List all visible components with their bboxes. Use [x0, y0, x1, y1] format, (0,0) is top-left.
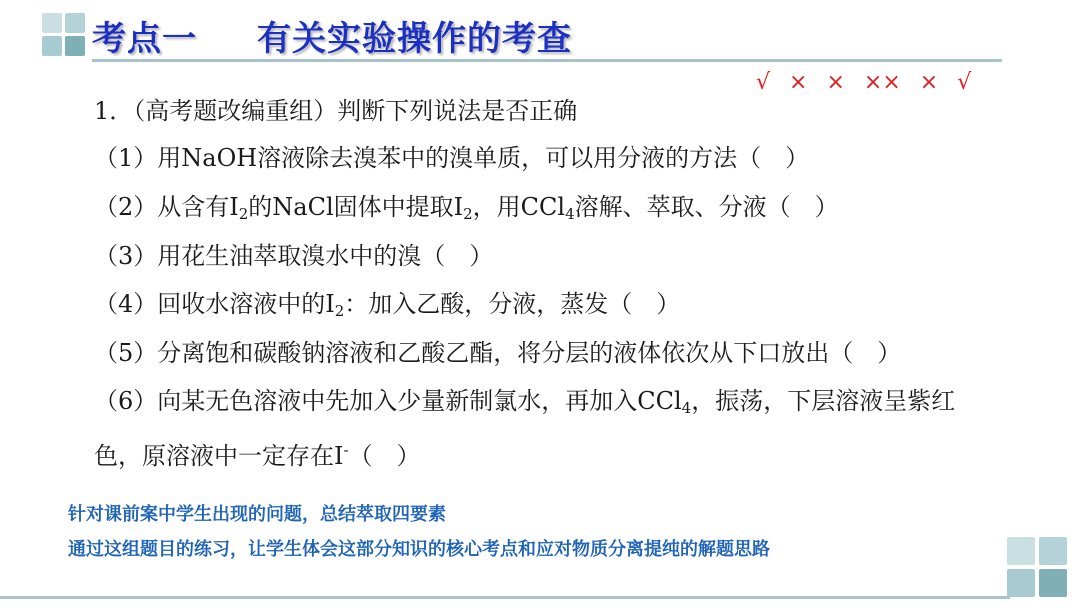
superscript: - [343, 441, 349, 459]
deco-square [65, 13, 85, 33]
subscript: 2 [463, 205, 473, 223]
item-text: （ ） [348, 442, 421, 470]
question-item-3: （3）用花生油萃取溴水中的溴（ ） [94, 242, 494, 270]
item-text: （4）回收水溶液中的I [94, 290, 335, 318]
note-line-2: 通过这组题目的练习，让学生体会这部分知识的核心考点和应对物质分离提纯的解题思路 [68, 539, 770, 560]
deco-square [1007, 537, 1035, 565]
answer-mark: √ [756, 70, 771, 95]
question-item-6 [94, 384, 955, 418]
question-item-2 [94, 190, 839, 224]
subscript: 4 [681, 399, 692, 417]
item-text: ，振荡，下层溶液呈紫红 [691, 387, 956, 415]
question-item-1: （1）用NaOH溶液除去溴苯中的溴单质，可以用分液的方法（ ） [94, 144, 810, 172]
item-text: ，用CCl [472, 193, 566, 221]
page-title [92, 16, 572, 62]
answer-mark: √ [957, 70, 972, 95]
item-text: （6）向某无色溶液中先加入少量新制氯水，再加入CCl [94, 387, 682, 415]
deco-square [42, 36, 62, 56]
deco-square [65, 36, 85, 56]
question-item-6-continued [94, 433, 421, 470]
item-text: 的NaCl固体中提取I [248, 193, 464, 221]
deco-square [1007, 569, 1035, 597]
question-item-4 [94, 287, 680, 321]
title-underline [92, 59, 1002, 62]
deco-square [1039, 569, 1067, 597]
item-text: ：加入乙酸，分液，蒸发（ ） [344, 290, 681, 318]
item-text: （2）从含有I [94, 193, 239, 221]
title-part-2: 有关实验操作的考查 [257, 19, 572, 59]
deco-square [1039, 537, 1067, 565]
title-part-1: 考点一 [92, 19, 197, 59]
subscript: 2 [238, 205, 249, 223]
subscript: 4 [565, 205, 575, 223]
answer-mark: × [919, 70, 939, 95]
question-header: 1．（高考题改编重组）判断下列说法是否正确 [94, 97, 578, 125]
note-line-1: 针对课前案中学生出现的问题，总结萃取四要素 [68, 504, 446, 525]
answer-mark: × [789, 70, 808, 95]
answer-mark: × [826, 70, 845, 95]
deco-square [42, 13, 62, 33]
answer-marks [756, 70, 973, 96]
question-item-5: （5）分离饱和碳酸钠溶液和乙酸乙酯，将分层的液体依次从下口放出（ ） [94, 339, 902, 367]
answer-mark: ×× [863, 70, 901, 95]
item-text: 色，原溶液中一定存在I [94, 442, 344, 470]
item-text: 溶解、萃取、分液（ ） [574, 193, 839, 221]
subscript: 2 [334, 302, 345, 320]
bottom-line [0, 596, 1010, 599]
